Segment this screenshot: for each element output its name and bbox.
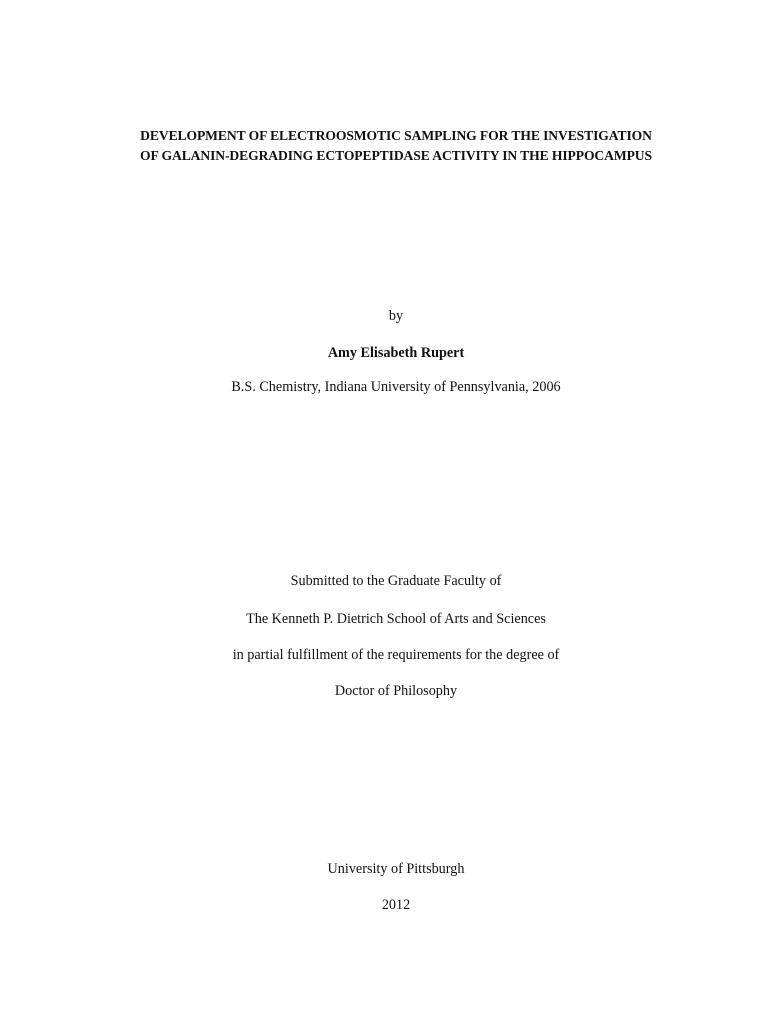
- university-name: University of Pittsburgh: [327, 861, 465, 877]
- school-name: The Kenneth P. Dietrich School of Arts and Sciences: [246, 611, 546, 627]
- by-line: by: [388, 308, 404, 324]
- degree-requirement: in partial fulfillment of the requirements for the degree of: [232, 647, 560, 663]
- prior-degree: B.S. Chemistry, Indiana University of Pennsylvania, 2006: [231, 379, 561, 395]
- submission-year: 2012: [381, 897, 411, 913]
- submitted-to: Submitted to the Graduate Faculty of: [290, 573, 502, 589]
- degree-name: Doctor of Philosophy: [334, 683, 458, 699]
- thesis-title-line-2: OF GALANIN-DEGRADING ECTOPEPTIDASE ACTIVITY IN THE HIPPOCAMPUS: [140, 148, 652, 163]
- thesis-title-line-1: DEVELOPMENT OF ELECTROOSMOTIC SAMPLING FOR THE INVESTIGATION: [140, 128, 652, 143]
- author-name: Amy Elisabeth Rupert: [327, 345, 465, 361]
